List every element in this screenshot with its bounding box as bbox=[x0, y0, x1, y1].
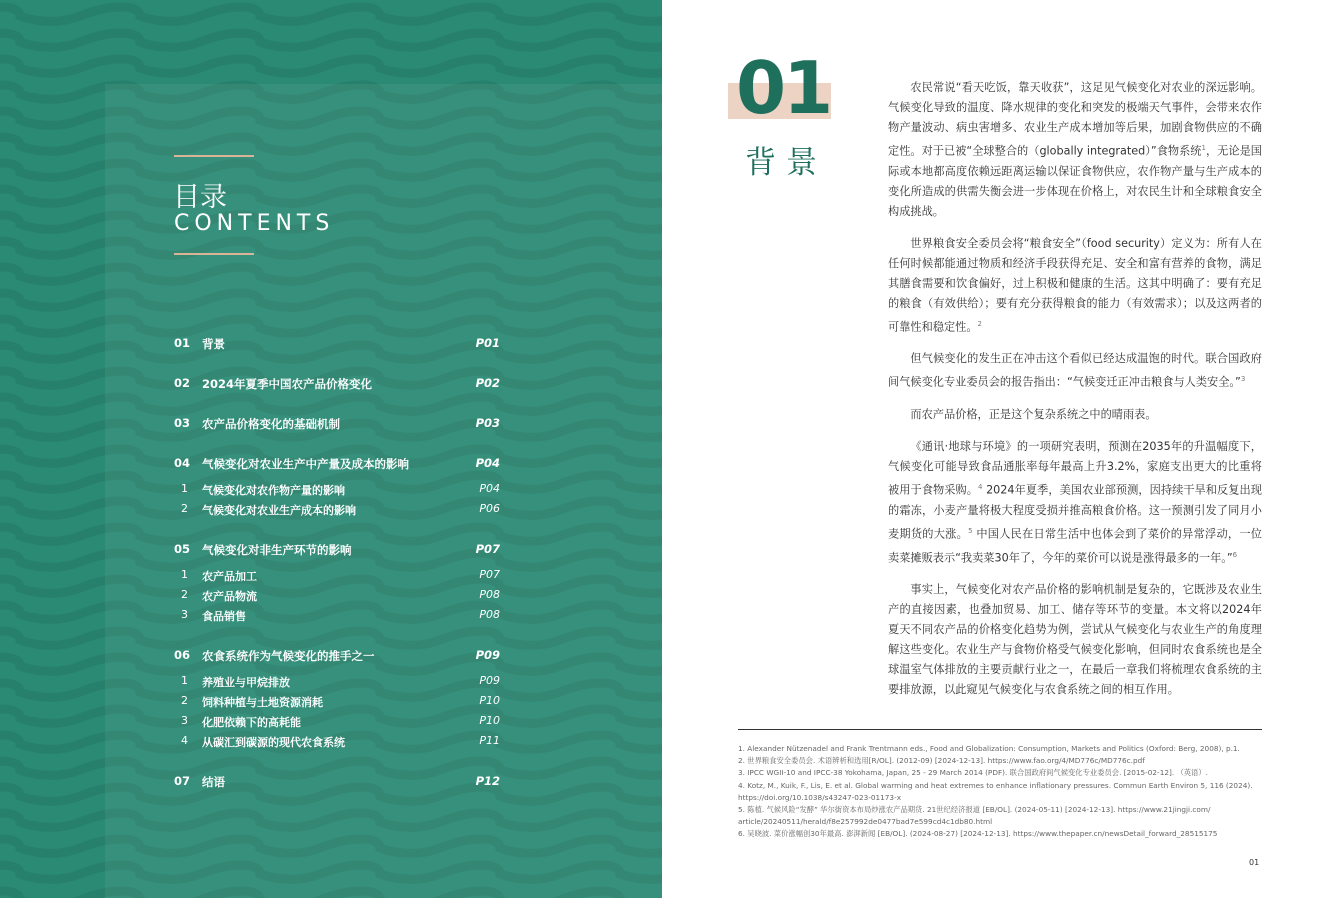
toc-subentry[interactable]: 2 气候变化对农业生产成本的影响 P06 bbox=[181, 502, 500, 517]
wave-line bbox=[0, 33, 662, 47]
toc-subentry[interactable]: 3 化肥依赖下的高耗能 P10 bbox=[181, 714, 500, 729]
toc-entry[interactable]: 06 农食系统作为气候变化的推手之一 P09 bbox=[174, 648, 500, 663]
section-number: 01 bbox=[736, 46, 831, 130]
toc-subentry[interactable]: 2 饲料种植与土地资源消耗 P10 bbox=[181, 694, 500, 709]
toc-subentry[interactable]: 1 养殖业与甲烷排放 P09 bbox=[181, 674, 500, 689]
footnote: 3. IPCC WGII-10 and IPCC-38 Yokohama, Japan, 25 - 29 March 2014 (PDF). 联合国政府间气候变化专业委员会. [2015-02-12]. （英语）. bbox=[738, 768, 1208, 778]
toc-entry[interactable]: 03 农产品价格变化的基础机制 P03 bbox=[174, 416, 500, 431]
footnote: article/20240511/herald/f8e257992de0477bad7e599cd4c1db80.html bbox=[738, 817, 993, 827]
wave-line bbox=[0, 7, 662, 21]
toc-title-en: CONTENTS bbox=[174, 211, 335, 236]
section-title: 背景 bbox=[745, 145, 827, 181]
toc-subentry[interactable]: 3 食品销售 P08 bbox=[181, 608, 500, 623]
toc-subentry[interactable]: 1 农产品加工 P07 bbox=[181, 568, 500, 583]
toc-subentry[interactable]: 1 气候变化对农作物产量的影响 P04 bbox=[181, 482, 500, 497]
paragraph: 世界粮食安全委员会将“粮食安全”（food security）定义为：所有人在任何时候都能通过物质和经济手段获得充足、安全和富有营养的食物，满足其膳食需要和饮食偏好，过上积极和健康的生活。这其中明确了：要有充足的粮食（有效供给）；要有充分获得粮食的能力（有效需求）；以及这两者的可靠性和稳定性。$^2$ bbox=[888, 236, 1262, 334]
top-rule bbox=[174, 155, 254, 157]
body-text bbox=[888, 78, 1262, 712]
toc-entry[interactable]: 02 2024年夏季中国农产品价格变化 P02 bbox=[174, 376, 500, 391]
toc-entry[interactable]: 05 气候变化对非生产环节的影响 P07 bbox=[174, 542, 500, 557]
toc-subentry[interactable]: 2 农产品物流 P08 bbox=[181, 588, 500, 603]
paragraph: 事实上，气候变化对农产品价格的影响机制是复杂的，它既涉及农业生产的直接因素，也叠加贸易、加工、储存等环节的变量。本文将以2024年夏天不同农产品的价格变化趋势为例，尝试从气候变化与农业生产的角度理解这些变化。农业生产与食物价格受气候变化影响，但同时农食系统也是全球温室气体排放的主要贡献行业之一，在最后一章我们将梳理农食系统的主要排放源，以此窥见气候变化与农食系统之间的相互作用。 bbox=[888, 583, 1262, 697]
paragraph: 但气候变化的发生正在冲击这个看似已经达成温饱的时代。联合国政府间气候变化专业委员会的报告指出：“气候变迁正冲击粮食与人类安全。”$^3$ bbox=[888, 352, 1262, 390]
toc-subentry[interactable]: 4 从碳汇到碳源的现代农食系统 P11 bbox=[181, 734, 500, 749]
wave-line bbox=[0, 59, 662, 73]
footnote: 1. Alexander Nützenadel and Frank Trentmann eds., Food and Globalization: Consumption, Markets and Politics (Oxford: Berg, 2008), p.1. bbox=[738, 744, 1240, 753]
footnote: 4. Kotz, M., Kuik, F., Lis, E. et al. Global warming and heat extremes to enhance inflationary pressures. Commun Earth Environ 5, 116 (2024). bbox=[738, 780, 1253, 790]
paragraph: 农民常说“看天吃饭，靠天收获”，这足见气候变化对农业的深远影响。气候变化导致的温度、降水规律的变化和突发的极端天气事件，会带来农作物产量波动、病虫害增多、农业生产成本增加等后果，加剧食物供应的不确定性。对于已被“全球整合的（globally integrated）”食物系统$^1$，无论是国际或本地都高度依赖远距离运输以保证食物供应，农作物产量与生产成本的变化所造成的供需失衡会进一步体现在价格上，对农民生计和全球粮食安全构成挑战。 bbox=[888, 81, 1262, 218]
footnote: 5. 陈植. 气候风险“发酵” 华尔街资本布局炒涨农产品期货. 21世纪经济报道 [EB/OL]. (2024-05-11) [2024-12-13]. https://www.21jingji.com/ bbox=[738, 805, 1211, 815]
footnote: 2. 世界粮食安全委员会. 术语辨析和选用[R/OL]. (2012-09) [2024-12-13]. https://www.fao.org/4/MD776c/MD776c.pdf bbox=[738, 756, 1145, 766]
toc-entry[interactable]: 01 背景 P01 bbox=[174, 336, 500, 351]
paragraph: 《通讯·地球与环境》的一项研究表明，预测在2035年的升温幅度下，气候变化可能导致食品通胀率每年最高上升3.2%，家庭支出更大的比重将被用于食物采购。$^4$ 2024年夏季，美国农业部预测，因持续干旱和反复出现的霜冻，小麦产量将极大程度受损并推高粮食价格。这一预测引发了同月小麦期货的大涨。$^5$ 中国人民在日常生活中也体会到了菜价的异常浮动，一位卖菜摊贩表示“我卖菜30年了，今年的菜价可以说是涨得最多的一年。”$^6$ bbox=[888, 440, 1262, 565]
page-number: 01 bbox=[1249, 858, 1260, 867]
footnote: https://doi.org/10.1038/s43247-023-01173-x bbox=[738, 792, 902, 802]
footnote: 6. 吴晓波. 菜价涨幅创30年最高. 澎湃新闻 [EB/OL]. (2024-08-27) [2024-12-13]. https://www.thepaper.cn/newsDetail_forward_28515175 bbox=[738, 829, 1218, 839]
toc-entry[interactable]: 07 结语 P12 bbox=[174, 774, 500, 789]
footnote-divider bbox=[738, 729, 1262, 730]
paragraph: 而农产品价格，正是这个复杂系统之中的晴雨表。 bbox=[910, 408, 1157, 422]
footnotes bbox=[738, 743, 1268, 841]
bottom-rule bbox=[174, 253, 254, 255]
toc-entry[interactable]: 04 气候变化对农业生产中产量及成本的影响 P04 bbox=[174, 456, 500, 471]
toc-title-cn: 目录 bbox=[173, 182, 227, 213]
